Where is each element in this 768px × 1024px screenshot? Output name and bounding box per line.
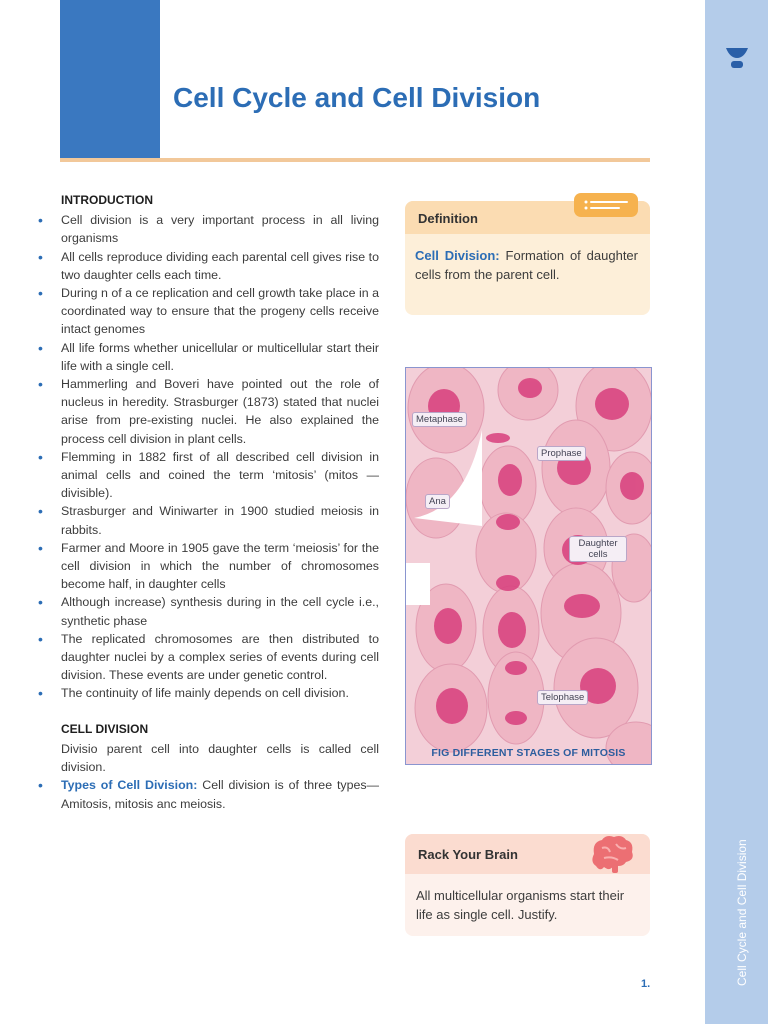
header-color-block — [60, 0, 160, 160]
title-divider — [60, 158, 650, 162]
list-item — [61, 776, 379, 812]
logo-icon — [725, 46, 749, 70]
brain-icon — [588, 834, 636, 874]
cell-division-heading: CELL DIVISION — [61, 721, 149, 736]
rack-your-brain-box — [405, 834, 650, 936]
definition-term: Cell Division: — [415, 248, 500, 263]
metaphase-label: Metaphase — [412, 412, 467, 427]
micrograph-image — [406, 368, 651, 764]
telophase-label: Telophase — [537, 690, 588, 705]
list-item: • Strasburger and Winiwarter in 1900 studied meiosis in rabbits. — [61, 502, 379, 538]
prophase-label: Prophase — [537, 446, 586, 461]
list-item: • The continuity of life mainly depends on cell division. — [61, 684, 379, 702]
definition-description: Formation of daughter cells from the parent cell. — [415, 248, 638, 282]
rack-your-brain-header — [405, 834, 650, 874]
rack-your-brain-label: Rack Your Brain — [418, 847, 518, 862]
anaphase-label: Ana — [425, 494, 450, 509]
chapter-running-title: Cell Cycle and Cell Division — [735, 839, 749, 986]
mitosis-figure — [405, 367, 652, 765]
list-item: • Flemming in 1882 first of all described cell division in animal cells and coined the term ‘mitosis’ (mitos — divisible). — [61, 448, 379, 503]
definition-badge-icon — [574, 193, 638, 217]
types-text: Cell division is of three types— Amitosis, mitosis anc meiosis. — [61, 778, 379, 811]
definition-label: Definition — [418, 211, 478, 226]
list-item: • Hammerling and Boveri have pointed out the role of nucleus in heredity. Strasburger (1873) stated that nuclei arise from pre-existing nuclei. He also explained the process cell division in plant cells. — [61, 375, 379, 448]
definition-text — [415, 246, 638, 284]
page-title: Cell Cycle and Cell Division — [173, 82, 541, 113]
page-number: 1. — [641, 978, 651, 990]
cell-division-paragraph: Divisio parent cell into daughter cells is called cell division. — [61, 741, 379, 775]
introduction-list — [61, 211, 379, 702]
list-item: • The replicated chromosomes are then distributed to daughter nuclei by a complex series of events during cell division. These events are under genetic control. — [61, 630, 379, 685]
list-item: • All life forms whether unicellular or multicellular start their life with a single cell. — [61, 339, 379, 375]
types-term: Types of Cell Division: — [61, 778, 198, 793]
list-item: • All cells reproduce dividing each parental cell gives rise to two daughter cells each time. — [61, 248, 379, 284]
main-text-column — [61, 191, 379, 813]
rack-your-brain-text: All multicellular organisms start their life as single cell. Justify. — [416, 888, 625, 922]
definition-box — [405, 201, 650, 315]
figure-caption: FIG DIFFERENT STAGES OF MITOSIS — [431, 747, 626, 759]
list-item: • Cell division is a very important process in all living organisms — [61, 211, 379, 247]
daughter-cells-label: Daughter cells — [569, 536, 627, 562]
cell-division-list — [61, 776, 379, 812]
introduction-heading: INTRODUCTION — [61, 193, 153, 207]
list-item: • During n of a ce replication and cell growth take place in a coordinated way to ensure that the progeny cells receive intact genomes — [61, 284, 379, 339]
list-item: • Farmer and Moore in 1905 gave the term ‘meiosis’ for the cell division in which the number of chromosomes become half, in daughter cells — [61, 539, 379, 594]
list-item: • Although increase) synthesis during in the cell cycle i.e., synthetic phase — [61, 593, 379, 629]
